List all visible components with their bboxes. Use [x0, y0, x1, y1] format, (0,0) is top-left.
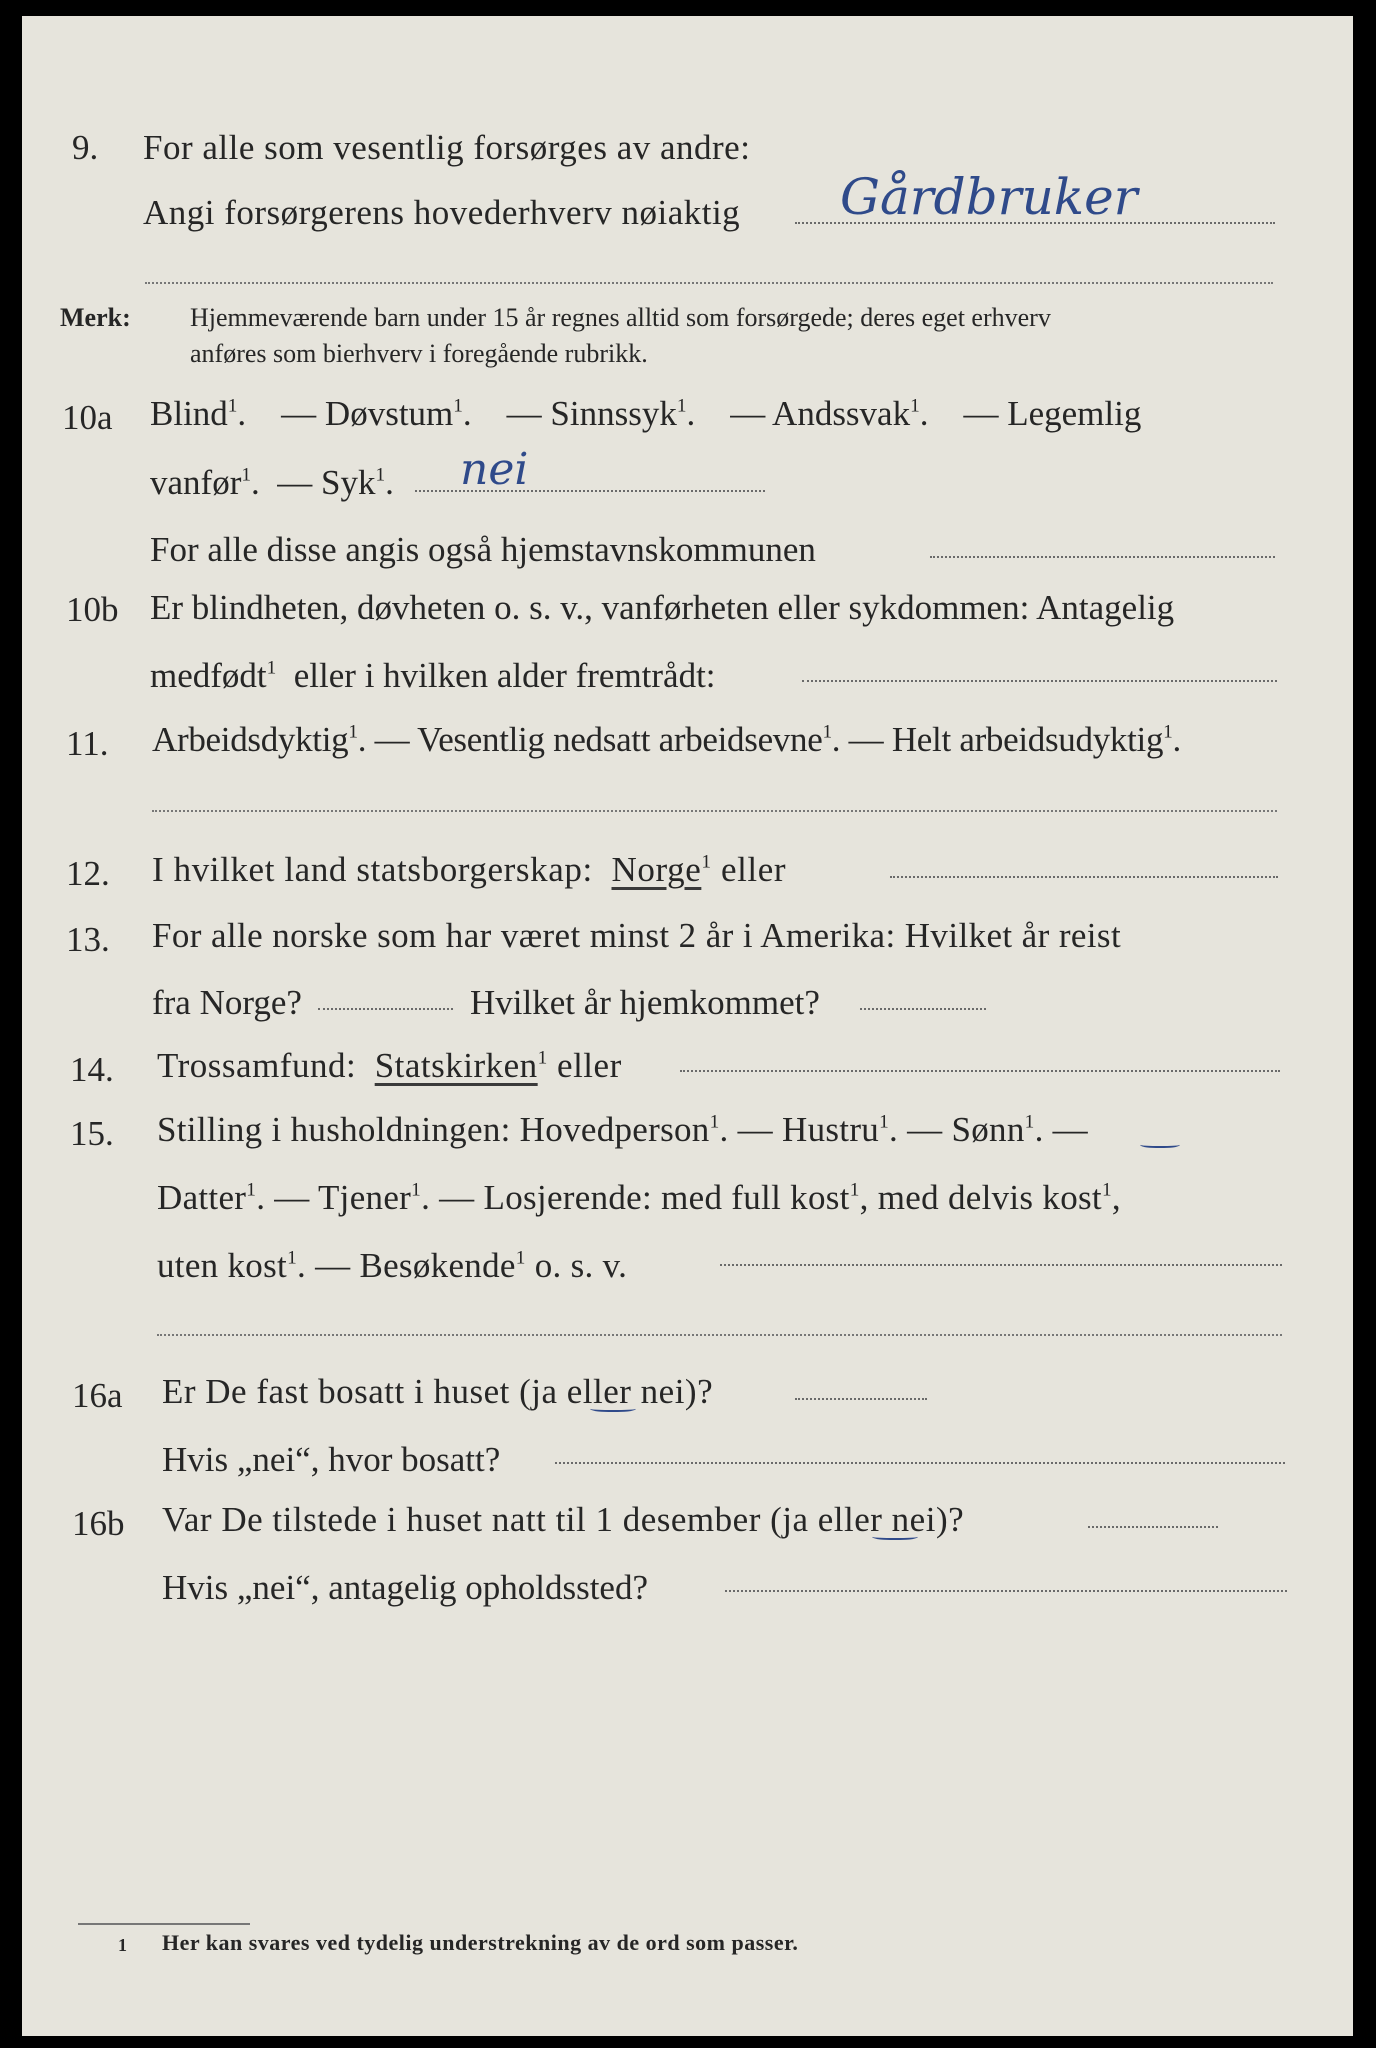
q12-tail: eller	[720, 850, 787, 889]
q15-line1: Stilling i husholdningen: Hovedperson$^1$. — Hustru$^1$. — Sønn$^1$. —	[157, 1110, 1088, 1149]
q16a-line1: Er De fast bosatt i huset (ja eller nei)?	[162, 1372, 714, 1411]
merk-label: Merk:	[60, 303, 131, 332]
q16b-line1: Var De tilstede i huset natt til 1 desember (ja eller nei)?	[162, 1500, 965, 1539]
opt-tjener: . — Tjener	[256, 1178, 412, 1217]
q10a-number: 10a	[62, 398, 113, 437]
q13-line1: For alle norske som har været minst 2 år i Amerika: Hvilket år reist	[152, 916, 1122, 955]
q10a-handwritten-answer: nei	[460, 444, 529, 495]
opt-vanfor: vanfør	[150, 463, 242, 502]
opt-nedsatt: . — Vesentlig nedsatt arbeidsevne	[357, 720, 823, 759]
opt-blind: Blind	[150, 394, 228, 433]
q12-field	[890, 876, 1278, 878]
q13-reist-field	[318, 1008, 453, 1010]
q15-number: 15.	[70, 1114, 114, 1153]
opt-norge: Norge	[611, 850, 702, 889]
q10a-line1: Blind$^1$. — Døvstum$^1$. — Sinnssyk$^1$. — Andssvak$^1$. — Legemlig	[150, 394, 1142, 433]
q10a-line2: vanfør$^1$. — Syk$^1$.	[150, 463, 394, 502]
q10b-line2: medfødt$^1$ eller i hvilken alder fremtrådt:	[150, 656, 716, 695]
q16b-number: 16b	[72, 1504, 125, 1543]
q16b-opholdssted-field	[725, 1590, 1287, 1592]
q9-handwritten-answer: Gårdbruker	[840, 168, 1138, 226]
q10b-line2-text: eller i hvilken alder fremtrådt:	[293, 656, 716, 695]
opt-sinnssyk: — Sinnssyk	[506, 394, 677, 433]
opt-udyktig: . — Helt arbeidsudyktig	[831, 720, 1164, 759]
opt-datter: Datter	[157, 1178, 247, 1217]
opt-delvis-kost: , med delvis kost	[859, 1178, 1102, 1217]
opt-dovstum: — Døvstum	[281, 394, 454, 433]
q11-number: 11.	[66, 724, 109, 763]
merk-line2: anføres som bierhverv i foregående rubrikk.	[190, 339, 648, 368]
q15-line2: Datter$^1$. — Tjener$^1$. — Losjerende: med full kost$^1$, med delvis kost$^1$,	[157, 1178, 1121, 1217]
q16a-field	[795, 1398, 927, 1400]
q13-number: 13.	[66, 920, 110, 959]
q10b-line1: Er blindheten, døvheten o. s. v., vanførheten eller sykdommen: Antagelig	[150, 588, 1175, 627]
q14-field	[680, 1070, 1280, 1072]
opt-arbeidsdyktig: Arbeidsdyktig	[152, 720, 349, 759]
footnote-text: Her kan svares ved tydelig understrekning av de ord som passer.	[162, 1930, 799, 1955]
q15-line3: uten kost$^1$. — Besøkende$^1$ o. s. v.	[157, 1246, 628, 1285]
q15-field	[720, 1264, 1282, 1266]
opt-sonn: . — Sønn	[889, 1110, 1025, 1149]
q10a-line3: For alle disse angis også hjemstavnskommunen	[150, 530, 816, 569]
q9-extra-line	[145, 282, 1273, 284]
q16a-line2: Hvis „nei“, hvor bosatt?	[162, 1440, 501, 1479]
merk-line1: Hjemmeværende barn under 15 år regnes alltid som forsørgede; deres eget erhverv	[190, 303, 1051, 332]
q9-number: 9.	[72, 128, 99, 167]
q11-line: Arbeidsdyktig$^1$. — Vesentlig nedsatt arbeidsevne$^1$. — Helt arbeidsudyktig$^1$.	[152, 720, 1181, 759]
q11-extra-line	[152, 810, 1277, 812]
q14-number: 14.	[70, 1050, 114, 1089]
opt-uten-kost: uten kost	[157, 1246, 288, 1285]
opt-statskirken: Statskirken	[374, 1046, 538, 1085]
opt-full-kost: . — Losjerende: med full kost	[421, 1178, 850, 1217]
q10b-number: 10b	[66, 590, 119, 629]
q16b-field	[1088, 1526, 1218, 1528]
q13-line2b: Hvilket år hjemkommet?	[470, 983, 820, 1022]
q10b-field	[802, 680, 1277, 682]
q14-tail: eller	[557, 1046, 622, 1085]
opt-besokende: . — Besøkende	[297, 1246, 516, 1285]
footnote-rule	[78, 1923, 250, 1925]
q16a-number: 16a	[72, 1376, 123, 1415]
q12-line: I hvilket land statsborgerskap: Norge$^1$ eller	[152, 850, 787, 889]
opt-syk: — Syk	[277, 463, 376, 502]
opt-legemlig: — Legemlig	[963, 394, 1142, 433]
q9-line2: Angi forsørgerens hovederhverv nøiaktig	[143, 193, 741, 232]
q16b-line2: Hvis „nei“, antagelig opholdssted?	[162, 1568, 648, 1607]
q16a-bosatt-field	[555, 1462, 1285, 1464]
ja-handwritten-underline	[590, 1404, 636, 1412]
sonn-handwritten-underline	[1140, 1140, 1180, 1148]
q14-text: Trossamfund:	[157, 1046, 357, 1085]
q10a-line3-field	[930, 556, 1275, 558]
opt-hovedperson: Stilling i husholdningen: Hovedperson	[157, 1110, 710, 1149]
q12-number: 12.	[66, 854, 110, 893]
opt-medfodt: medfødt	[150, 656, 267, 695]
q15-osv: o. s. v.	[534, 1246, 628, 1285]
q13-line2a: fra Norge?	[152, 983, 302, 1022]
q15-extra-line	[157, 1334, 1282, 1336]
opt-andssvak: — Andssvak	[730, 394, 911, 433]
opt-hustru: . — Hustru	[719, 1110, 880, 1149]
q13-hjem-field	[860, 1008, 986, 1010]
footnote-marker: 1	[118, 1935, 127, 1955]
ja-handwritten-underline-2	[872, 1532, 918, 1540]
q12-text: I hvilket land statsborgerskap:	[152, 850, 593, 889]
q9-line1: For alle som vesentlig forsørges av andre:	[143, 128, 751, 167]
q14-line: Trossamfund: Statskirken$^1$ eller	[157, 1046, 622, 1085]
